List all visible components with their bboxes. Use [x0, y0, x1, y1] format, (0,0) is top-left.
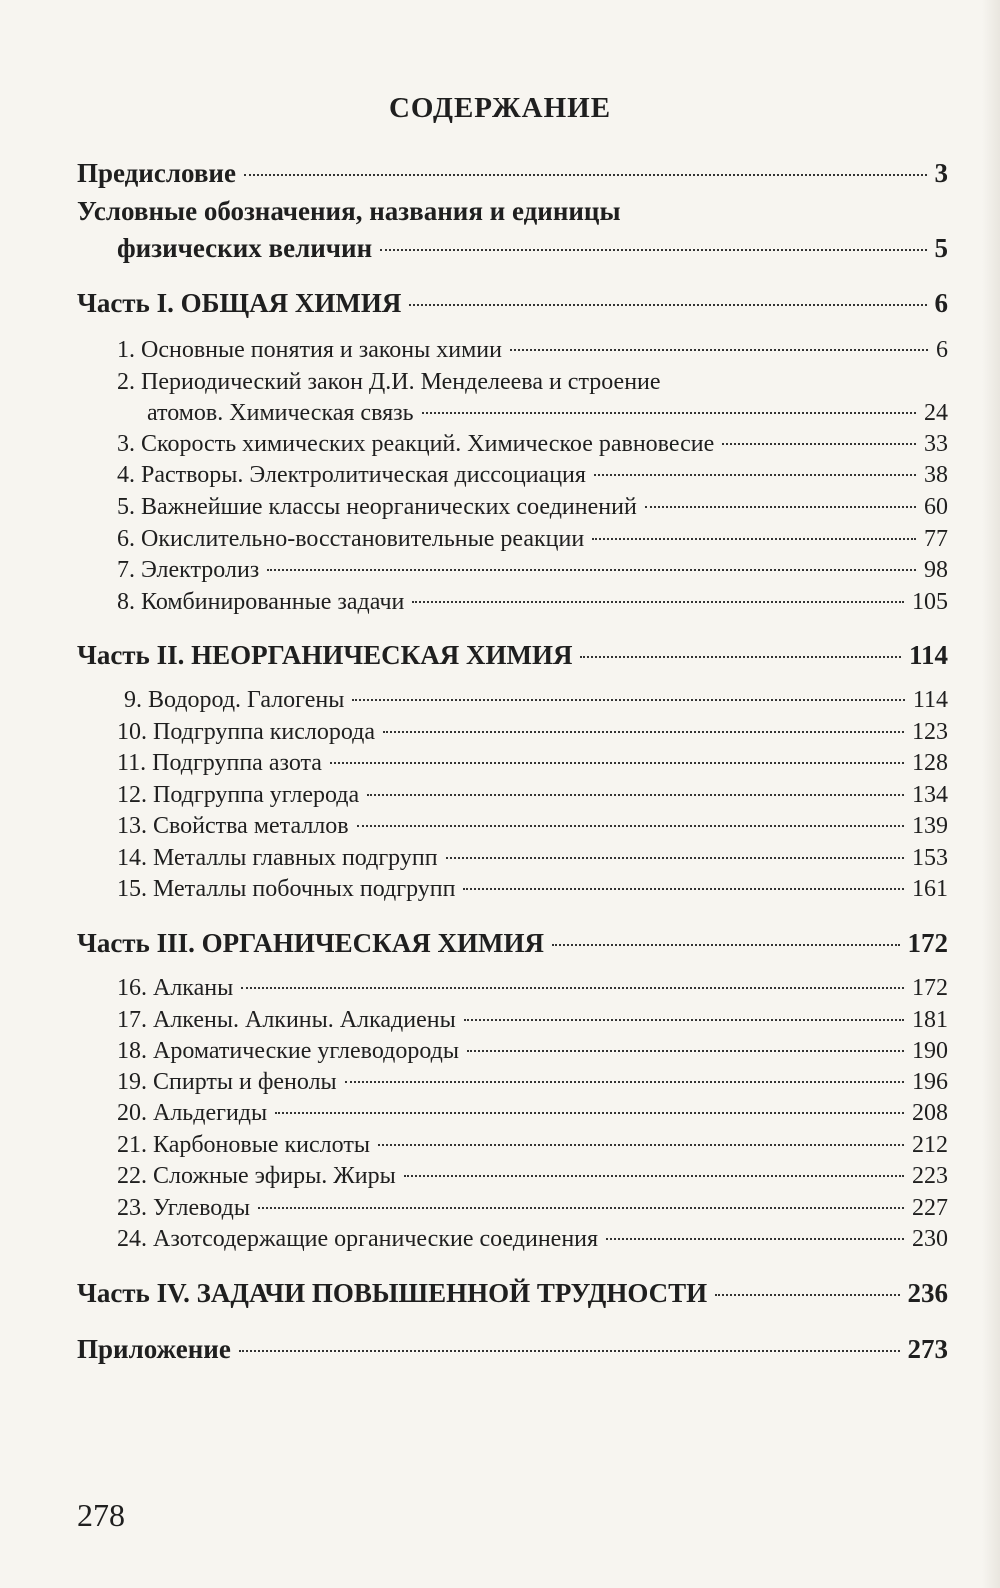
- leader-dots: [715, 1294, 899, 1296]
- chapter-page: 230: [912, 1226, 948, 1252]
- chapter-label: 20. Альдегиды: [117, 1100, 268, 1126]
- leader-dots: [463, 888, 904, 890]
- chapter-label: 1. Основные понятия и законы химии: [117, 337, 502, 363]
- chapter-label: 5. Важнейшие классы неорганических соединений: [117, 494, 637, 520]
- leader-dots: [645, 506, 916, 508]
- toc-chapter[interactable]: [117, 975, 948, 1002]
- entry-label: Предисловие: [77, 158, 236, 188]
- toc-entry-notation[interactable]: [117, 233, 948, 264]
- toc-chapter[interactable]: [117, 1195, 948, 1222]
- chapter-page: 60: [924, 494, 948, 520]
- leader-dots: [345, 1081, 904, 1083]
- entry-page: 5: [934, 233, 948, 263]
- leader-dots: [467, 1050, 904, 1052]
- page-number: 278: [77, 1497, 125, 1533]
- leader-dots: [275, 1112, 904, 1114]
- chapter-label: 15. Металлы побочных подгрупп: [117, 876, 456, 902]
- part-label: Часть III. ОРГАНИЧЕСКАЯ ХИМИЯ: [77, 928, 544, 958]
- toc-chapter[interactable]: [117, 1100, 948, 1127]
- leader-dots: [409, 304, 926, 306]
- appendix-label: Приложение: [77, 1334, 231, 1364]
- leader-dots: [422, 412, 916, 414]
- toc-chapter[interactable]: [117, 876, 948, 903]
- leader-dots: [592, 538, 916, 540]
- page-edge-shadow: [982, 0, 1000, 1588]
- toc-chapter[interactable]: [117, 494, 948, 521]
- toc-part-2[interactable]: [77, 640, 948, 671]
- toc-chapter[interactable]: [117, 750, 948, 777]
- leader-dots: [510, 349, 928, 351]
- leader-dots: [357, 825, 904, 827]
- chapter-page: 190: [912, 1038, 948, 1064]
- appendix-page: 273: [907, 1334, 948, 1364]
- chapter-label: 22. Сложные эфиры. Жиры: [117, 1163, 396, 1189]
- chapter-page: 38: [924, 462, 948, 488]
- toc-chapter-line1[interactable]: 2. Периодический закон Д.И. Менделеева и строение: [117, 369, 661, 395]
- leader-dots: [404, 1175, 904, 1177]
- chapter-label: 6. Окислительно-восстановительные реакции: [117, 526, 585, 552]
- chapter-page: 181: [912, 1007, 948, 1033]
- leader-dots: [367, 794, 904, 796]
- chapter-label: 18. Ароматические углеводороды: [117, 1038, 459, 1064]
- chapter-label: 17. Алкены. Алкины. Алкадиены: [117, 1007, 456, 1033]
- chapter-label: 21. Карбоновые кислоты: [117, 1132, 370, 1158]
- toc-part-4[interactable]: [77, 1278, 948, 1309]
- chapter-page: 6: [936, 337, 948, 363]
- leader-dots: [464, 1019, 904, 1021]
- leader-dots: [380, 249, 926, 251]
- toc-chapter[interactable]: [117, 1163, 948, 1190]
- part-page: 172: [907, 928, 948, 958]
- leader-dots: [606, 1238, 904, 1240]
- toc-chapter[interactable]: [117, 1069, 948, 1096]
- chapter-label: 9. Водород. Галогены: [124, 687, 345, 713]
- toc-chapter[interactable]: [117, 1038, 948, 1065]
- chapter-label: 4. Растворы. Электролитическая диссоциация: [117, 462, 586, 488]
- chapter-label: 3. Скорость химических реакций. Химическое равновесие: [117, 431, 715, 457]
- leader-dots: [241, 987, 904, 989]
- toc-entry-notation-line1[interactable]: Условные обозначения, названия и единицы: [77, 196, 621, 226]
- chapter-label: 14. Металлы главных подгрупп: [117, 845, 438, 871]
- toc-chapter[interactable]: [117, 1132, 948, 1159]
- part-page: 236: [907, 1278, 948, 1308]
- leader-dots: [446, 857, 904, 859]
- part-label: Часть IV. ЗАДАЧИ ПОВЫШЕННОЙ ТРУДНОСТИ: [77, 1278, 708, 1308]
- toc-chapter[interactable]: [117, 782, 948, 809]
- toc-appendix[interactable]: [77, 1334, 948, 1365]
- leader-dots: [330, 762, 904, 764]
- chapter-page: 223: [912, 1163, 948, 1189]
- chapter-page: 105: [912, 589, 948, 615]
- leader-dots: [412, 601, 904, 603]
- leader-dots: [722, 443, 916, 445]
- chapter-page: 24: [924, 400, 948, 426]
- chapter-page: 123: [912, 719, 948, 745]
- chapter-page: 161: [912, 876, 948, 902]
- leader-dots: [244, 174, 927, 176]
- chapter-page: 208: [912, 1100, 948, 1126]
- chapter-page: 128: [912, 750, 948, 776]
- toc-part-3[interactable]: [77, 928, 948, 959]
- toc-chapter[interactable]: [117, 589, 948, 616]
- part-label: Часть I. ОБЩАЯ ХИМИЯ: [77, 288, 402, 318]
- toc-chapter[interactable]: [147, 400, 948, 427]
- leader-dots: [594, 474, 916, 476]
- entry-label: физических величин: [117, 233, 373, 263]
- chapter-label: 10. Подгруппа кислорода: [117, 719, 376, 745]
- entry-page: 3: [934, 158, 948, 188]
- toc-chapter[interactable]: [117, 337, 948, 364]
- toc-chapter[interactable]: [117, 1007, 948, 1034]
- toc-chapter[interactable]: [117, 845, 948, 872]
- chapter-label: 7. Электролиз: [117, 557, 260, 583]
- chapter-label: 11. Подгруппа азота: [117, 750, 322, 776]
- toc-entry-preface[interactable]: [77, 158, 948, 189]
- chapter-label: 12. Подгруппа углерода: [117, 782, 360, 808]
- chapter-page: 77: [924, 526, 948, 552]
- chapter-label: 13. Свойства металлов: [117, 813, 349, 839]
- toc-chapter[interactable]: [117, 1226, 948, 1253]
- toc-chapter[interactable]: [117, 813, 948, 840]
- toc-chapter[interactable]: [117, 526, 948, 553]
- part-page: 114: [908, 640, 948, 670]
- part-label: Часть II. НЕОРГАНИЧЕСКАЯ ХИМИЯ: [77, 640, 573, 670]
- leader-dots: [239, 1350, 900, 1352]
- chapter-page: 212: [912, 1132, 948, 1158]
- toc-title: СОДЕРЖАНИЕ: [388, 92, 612, 124]
- chapter-label: атомов. Химическая связь: [147, 400, 414, 426]
- leader-dots: [383, 731, 904, 733]
- chapter-page: 153: [912, 845, 948, 871]
- leader-dots: [258, 1207, 904, 1209]
- toc-chapter[interactable]: [124, 687, 948, 714]
- leader-dots: [267, 569, 916, 571]
- chapter-label: 24. Азотсодержащие органические соединения: [117, 1226, 599, 1252]
- leader-dots: [352, 699, 905, 701]
- chapter-page: 33: [924, 431, 948, 457]
- part-page: 6: [934, 288, 948, 318]
- chapter-page: 227: [912, 1195, 948, 1221]
- chapter-label: 23. Углеводы: [117, 1195, 250, 1221]
- toc-chapter[interactable]: [117, 431, 948, 458]
- leader-dots: [580, 656, 901, 658]
- chapter-label: 19. Спирты и фенолы: [117, 1069, 337, 1095]
- leader-dots: [552, 944, 900, 946]
- chapter-label: 8. Комбинированные задачи: [117, 589, 405, 615]
- chapter-page: 139: [912, 813, 948, 839]
- chapter-page: 172: [912, 975, 948, 1001]
- chapter-page: 98: [924, 557, 948, 583]
- toc-part-1[interactable]: [77, 288, 948, 319]
- toc-chapter[interactable]: [117, 719, 948, 746]
- leader-dots: [378, 1144, 904, 1146]
- chapter-page: 114: [912, 687, 948, 713]
- chapter-page: 196: [912, 1069, 948, 1095]
- toc-chapter[interactable]: [117, 557, 948, 584]
- chapter-label: 16. Алканы: [117, 975, 234, 1001]
- toc-chapter[interactable]: [117, 462, 948, 489]
- chapter-page: 134: [912, 782, 948, 808]
